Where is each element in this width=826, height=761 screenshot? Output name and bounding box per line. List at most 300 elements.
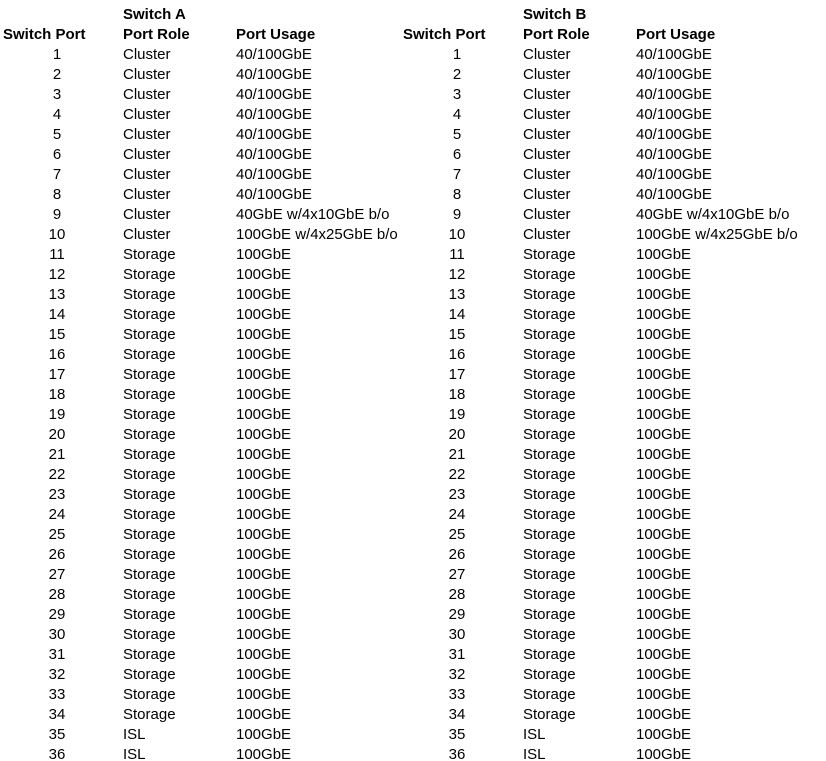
table-row [400,345,813,365]
port-role-cell: Storage [523,526,576,543]
port-usage-cell: 100GbE [236,266,292,283]
port-role-cell: Storage [523,286,576,303]
port-usage-cell: 100GbE [236,466,292,483]
port-usage-cell: 100GbE [636,346,692,363]
port-role-cell: Storage [123,706,176,723]
switch-a-title-row [0,5,413,25]
port-usage-cell: 100GbE [236,566,292,583]
switch-b-rows [400,45,813,761]
port-role-cell: Storage [523,406,576,423]
port-role-cell: Storage [123,606,176,623]
table-row [400,225,813,245]
table-row [400,165,813,185]
port-number-cell: 13 [448,286,466,303]
table-row [400,265,813,285]
table-row [0,385,413,405]
table-row [0,225,413,245]
port-number-cell: 9 [52,206,62,223]
port-usage-cell: 100GbE [636,526,692,543]
port-role-cell: Storage [523,266,576,283]
port-usage-cell: 100GbE [236,586,292,603]
port-role-cell: Storage [123,566,176,583]
table-row [0,145,413,165]
table-row [400,585,813,605]
port-usage-cell: 100GbE [236,526,292,543]
table-row [0,465,413,485]
table-row [400,665,813,685]
table-row [400,485,813,505]
port-number-cell: 4 [452,106,462,123]
port-role-cell: Storage [123,386,176,403]
table-row [0,645,413,665]
column-header-port-role: Port Role [523,26,590,43]
table-row [0,425,413,445]
port-usage-cell: 100GbE [636,366,692,383]
table-row [0,725,413,745]
port-role-cell: Cluster [523,226,571,243]
port-number-cell: 12 [48,266,66,283]
port-usage-cell: 100GbE [236,626,292,643]
table-row [400,185,813,205]
port-usage-cell: 100GbE [636,546,692,563]
port-role-cell: Storage [123,426,176,443]
port-number-cell: 10 [48,226,66,243]
table-row [400,545,813,565]
table-row [0,745,413,761]
port-number-cell: 19 [48,406,66,423]
port-usage-cell: 40/100GbE [236,126,312,143]
port-usage-cell: 40GbE w/4x10GbE b/o [236,206,390,223]
column-header-switch-port: Switch Port [403,26,486,43]
port-usage-cell: 100GbE [636,706,692,723]
port-role-cell: Storage [523,426,576,443]
port-role-cell: Cluster [123,106,171,123]
table-row [0,105,413,125]
port-number-cell: 34 [448,706,466,723]
port-role-cell: Cluster [123,46,171,63]
table-row [400,745,813,761]
port-role-cell: Cluster [523,186,571,203]
table-row [0,45,413,65]
port-role-cell: Cluster [523,146,571,163]
port-role-cell: Storage [123,586,176,603]
port-role-cell: Cluster [123,66,171,83]
port-role-cell: Storage [123,366,176,383]
port-usage-cell: 40/100GbE [636,86,712,103]
table-row [0,625,413,645]
port-usage-cell: 40/100GbE [636,126,712,143]
table-row [400,705,813,725]
port-role-cell: Storage [523,486,576,503]
port-usage-cell: 100GbE [236,386,292,403]
port-number-cell: 11 [449,246,465,263]
table-row [400,625,813,645]
table-row [0,685,413,705]
port-number-cell: 19 [448,406,466,423]
table-row [0,365,413,385]
port-number-cell: 1 [452,46,462,63]
port-role-cell: Storage [523,566,576,583]
table-row [400,105,813,125]
table-row [400,525,813,545]
port-usage-cell: 100GbE [636,666,692,683]
port-role-cell: Storage [123,286,176,303]
port-role-cell: Storage [523,246,576,263]
port-usage-cell: 40/100GbE [236,166,312,183]
port-role-cell: Storage [523,466,576,483]
port-number-cell: 29 [448,606,466,623]
port-role-cell: Storage [123,326,176,343]
switch-a-port-table [0,5,413,761]
table-row [0,85,413,105]
port-usage-cell: 100GbE [636,646,692,663]
port-number-cell: 3 [52,86,62,103]
port-number-cell: 15 [48,326,66,343]
port-role-cell: Cluster [523,46,571,63]
port-number-cell: 1 [52,46,62,63]
port-role-cell: Storage [523,326,576,343]
port-number-cell: 23 [48,486,66,503]
port-usage-cell: 40/100GbE [636,166,712,183]
table-row [0,245,413,265]
switch-a-column-header-row [0,25,413,45]
port-number-cell: 13 [48,286,66,303]
column-header-switch-port: Switch Port [3,26,86,43]
port-usage-cell: 40/100GbE [636,146,712,163]
switch-b-title-row [400,5,813,25]
port-role-cell: Storage [123,646,176,663]
table-row [400,465,813,485]
port-usage-cell: 100GbE [636,386,692,403]
table-row [0,345,413,365]
port-role-cell: ISL [523,726,546,743]
port-number-cell: 36 [48,746,66,761]
port-usage-cell: 40/100GbE [636,66,712,83]
port-number-cell: 34 [48,706,66,723]
port-number-cell: 21 [448,446,466,463]
table-row [0,265,413,285]
port-usage-cell: 40/100GbE [636,106,712,123]
switch-a-title: Switch A [123,6,186,23]
port-usage-cell: 100GbE [236,346,292,363]
port-number-cell: 17 [448,366,466,383]
port-number-cell: 4 [52,106,62,123]
port-number-cell: 28 [448,586,466,603]
port-number-cell: 14 [48,306,66,323]
port-role-cell: Storage [523,626,576,643]
table-row [0,445,413,465]
port-number-cell: 8 [452,186,462,203]
port-number-cell: 21 [48,446,66,463]
port-usage-cell: 100GbE [636,466,692,483]
port-usage-cell: 100GbE [636,286,692,303]
switch-b-column-header-row [400,25,813,45]
table-row [400,325,813,345]
table-row [0,305,413,325]
port-usage-cell: 40/100GbE [236,66,312,83]
port-usage-cell: 100GbE [636,446,692,463]
port-number-cell: 20 [48,426,66,443]
table-row [400,505,813,525]
table-row [400,245,813,265]
column-header-port-usage: Port Usage [636,26,716,43]
port-role-cell: Storage [123,446,176,463]
port-usage-cell: 100GbE [636,746,692,761]
port-number-cell: 10 [448,226,466,243]
port-usage-cell: 40GbE w/4x10GbE b/o [636,206,790,223]
port-number-cell: 24 [448,506,466,523]
port-usage-cell: 100GbE w/4x25GbE b/o [636,226,798,243]
table-row [400,45,813,65]
table-row [0,705,413,725]
port-usage-cell: 40/100GbE [636,46,712,63]
port-usage-cell: 40/100GbE [236,86,312,103]
port-usage-cell: 100GbE [636,306,692,323]
port-number-cell: 23 [448,486,466,503]
port-number-cell: 7 [52,166,62,183]
port-usage-cell: 40/100GbE [236,146,312,163]
port-number-cell: 8 [52,186,62,203]
table-row [400,565,813,585]
port-role-cell: Storage [523,706,576,723]
port-role-cell: Storage [123,686,176,703]
port-usage-cell: 100GbE [236,506,292,523]
port-number-cell: 33 [448,686,466,703]
port-role-cell: Cluster [123,226,171,243]
port-usage-cell: 40/100GbE [236,46,312,63]
port-usage-cell: 100GbE [636,486,692,503]
port-number-cell: 18 [48,386,66,403]
switch-b-port-table [400,5,813,761]
table-row [400,725,813,745]
port-role-cell: ISL [123,746,146,761]
port-role-cell: Storage [523,646,576,663]
table-row [0,185,413,205]
port-role-cell: Storage [523,606,576,623]
port-role-cell: Cluster [123,126,171,143]
port-usage-cell: 40/100GbE [236,186,312,203]
port-role-cell: Cluster [123,166,171,183]
table-row [400,605,813,625]
port-number-cell: 12 [448,266,466,283]
port-role-cell: Storage [123,546,176,563]
port-usage-cell: 100GbE [636,426,692,443]
port-role-cell: Cluster [523,206,571,223]
port-role-cell: Storage [123,346,176,363]
port-number-cell: 33 [48,686,66,703]
port-number-cell: 35 [448,726,466,743]
table-row [400,645,813,665]
port-role-cell: Storage [123,486,176,503]
port-role-cell: Cluster [523,126,571,143]
port-number-cell: 25 [48,526,66,543]
port-role-cell: Storage [523,306,576,323]
port-usage-cell: 100GbE [236,246,292,263]
table-row [400,365,813,385]
port-number-cell: 6 [452,146,462,163]
port-role-cell: Cluster [523,106,571,123]
port-role-cell: Storage [523,446,576,463]
port-role-cell: Storage [523,686,576,703]
port-role-cell: Cluster [123,86,171,103]
table-row [400,85,813,105]
port-usage-cell: 100GbE [236,686,292,703]
port-usage-cell: 100GbE [236,746,292,761]
port-usage-cell: 100GbE w/4x25GbE b/o [236,226,398,243]
port-usage-cell: 100GbE [236,306,292,323]
table-row [400,285,813,305]
port-role-cell: Storage [123,406,176,423]
port-usage-cell: 100GbE [636,566,692,583]
port-number-cell: 26 [448,546,466,563]
port-number-cell: 14 [448,306,466,323]
port-number-cell: 36 [448,746,466,761]
port-usage-cell: 100GbE [236,706,292,723]
port-usage-cell: 100GbE [236,326,292,343]
switch-b-title: Switch B [523,6,587,23]
port-number-cell: 5 [52,126,62,143]
port-role-cell: Storage [123,246,176,263]
column-header-port-usage: Port Usage [236,26,316,43]
port-usage-cell: 100GbE [636,406,692,423]
port-role-cell: Storage [523,546,576,563]
port-number-cell: 22 [448,466,466,483]
table-row [400,385,813,405]
port-usage-cell: 100GbE [636,606,692,623]
port-number-cell: 3 [452,86,462,103]
port-usage-cell: 100GbE [636,246,692,263]
port-usage-cell: 100GbE [636,726,692,743]
port-number-cell: 16 [448,346,466,363]
port-usage-cell: 100GbE [236,726,292,743]
port-number-cell: 16 [48,346,66,363]
table-row [400,145,813,165]
port-number-cell: 11 [49,246,65,263]
port-usage-cell: 40/100GbE [236,106,312,123]
port-number-cell: 30 [48,626,66,643]
port-number-cell: 29 [48,606,66,623]
port-number-cell: 31 [48,646,66,663]
port-role-cell: Storage [123,306,176,323]
port-number-cell: 22 [48,466,66,483]
table-row [400,205,813,225]
table-row [400,685,813,705]
port-role-cell: Cluster [523,166,571,183]
table-row [0,485,413,505]
port-usage-cell: 100GbE [636,326,692,343]
port-usage-cell: 100GbE [236,366,292,383]
port-number-cell: 27 [448,566,466,583]
table-row [0,585,413,605]
port-role-cell: Storage [123,626,176,643]
port-usage-cell: 100GbE [236,666,292,683]
port-usage-cell: 100GbE [236,286,292,303]
port-number-cell: 6 [52,146,62,163]
port-role-cell: Storage [123,266,176,283]
switch-a-rows [0,45,413,761]
port-usage-cell: 100GbE [636,266,692,283]
port-usage-cell: 40/100GbE [636,186,712,203]
port-role-cell: Storage [523,506,576,523]
port-role-cell: Cluster [123,146,171,163]
port-number-cell: 35 [48,726,66,743]
port-usage-cell: 100GbE [636,686,692,703]
port-role-cell: ISL [123,726,146,743]
table-row [0,505,413,525]
port-number-cell: 26 [48,546,66,563]
port-number-cell: 7 [452,166,462,183]
port-usage-cell: 100GbE [636,506,692,523]
port-number-cell: 2 [452,66,462,83]
port-role-cell: Storage [523,586,576,603]
port-role-cell: Storage [523,386,576,403]
table-row [0,405,413,425]
table-row [400,405,813,425]
port-number-cell: 24 [48,506,66,523]
port-number-cell: 18 [448,386,466,403]
table-row [400,305,813,325]
table-row [0,665,413,685]
port-number-cell: 17 [48,366,66,383]
port-usage-cell: 100GbE [236,546,292,563]
table-row [0,125,413,145]
table-row [0,545,413,565]
port-usage-cell: 100GbE [636,586,692,603]
table-row [0,285,413,305]
port-role-cell: Storage [123,466,176,483]
port-usage-cell: 100GbE [236,446,292,463]
port-role-cell: Storage [123,526,176,543]
port-number-cell: 15 [448,326,466,343]
port-number-cell: 5 [452,126,462,143]
table-row [400,425,813,445]
port-usage-cell: 100GbE [236,426,292,443]
table-row [0,65,413,85]
table-row [0,605,413,625]
port-role-cell: Cluster [123,186,171,203]
port-role-cell: Cluster [123,206,171,223]
port-number-cell: 25 [448,526,466,543]
port-role-cell: ISL [523,746,546,761]
port-number-cell: 32 [48,666,66,683]
port-role-cell: Cluster [523,66,571,83]
port-role-cell: Storage [123,506,176,523]
port-usage-cell: 100GbE [236,646,292,663]
port-number-cell: 20 [448,426,466,443]
table-row [0,165,413,185]
table-row [0,565,413,585]
table-row [400,65,813,85]
port-role-cell: Storage [123,666,176,683]
table-row [400,125,813,145]
port-number-cell: 9 [452,206,462,223]
port-role-cell: Storage [523,366,576,383]
port-number-cell: 2 [52,66,62,83]
column-header-port-role: Port Role [123,26,190,43]
port-number-cell: 32 [448,666,466,683]
table-row [0,325,413,345]
port-role-cell: Cluster [523,86,571,103]
table-row [0,205,413,225]
table-row [400,445,813,465]
port-usage-cell: 100GbE [236,406,292,423]
port-role-cell: Storage [523,666,576,683]
port-number-cell: 28 [48,586,66,603]
table-row [0,525,413,545]
port-usage-cell: 100GbE [236,486,292,503]
port-number-cell: 31 [448,646,466,663]
port-usage-cell: 100GbE [236,606,292,623]
